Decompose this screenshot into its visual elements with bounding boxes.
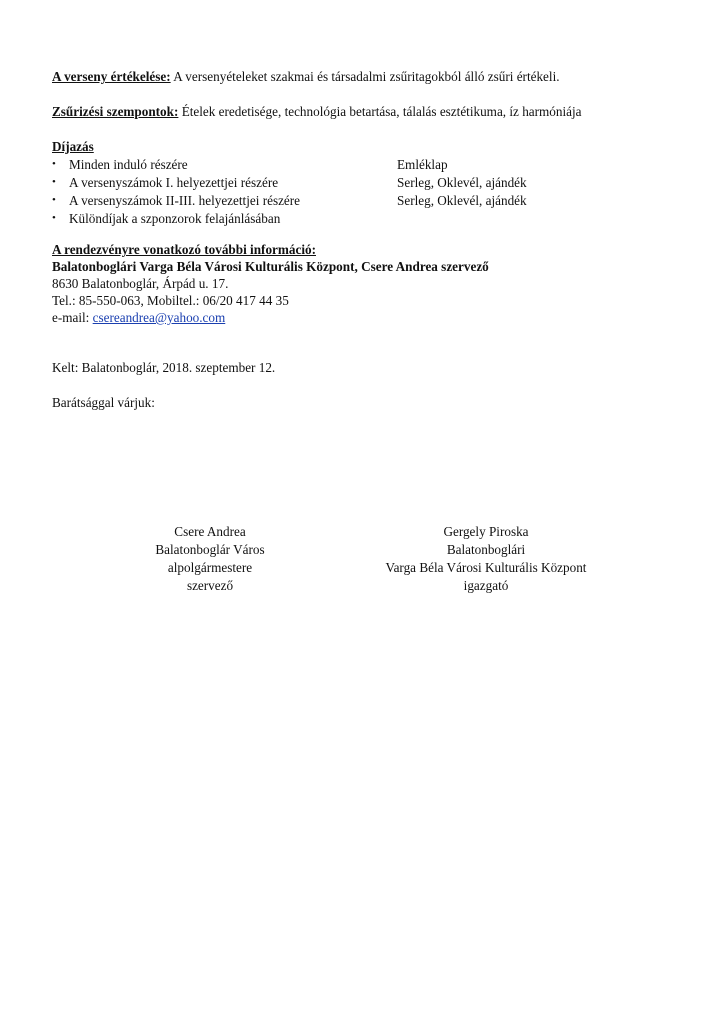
email-label: e-mail: [52, 310, 93, 325]
prize-label: A versenyszámok II-III. helyezettjei részére [69, 193, 301, 208]
criteria-paragraph [52, 103, 692, 120]
prize-value: Serleg, Oklevél, ajándék [397, 175, 527, 190]
prize-item [52, 192, 652, 210]
signature-left [110, 523, 310, 595]
prize-item [52, 174, 652, 192]
info-address: 8630 Balatonboglár, Árpád u. 17. [52, 276, 229, 291]
info-heading: A rendezvényre vonatkozó további információ: [52, 242, 316, 257]
signature-role: igazgató [463, 578, 509, 593]
greeting: Barátsággal várjuk: [52, 395, 155, 410]
info-email-line [52, 309, 692, 326]
prizes-heading: Díjazás [52, 139, 94, 154]
signature-right [356, 523, 616, 595]
prize-list [52, 156, 652, 228]
criteria-text: Ételek eredetisége, technológia betartása, tálalás esztétikuma, íz harmóniája [178, 104, 582, 119]
bullet-icon: • [52, 212, 56, 224]
signature-line: Balatonboglári [446, 542, 526, 557]
evaluation-text: A versenyételeket szakmai és társadalmi zsűritagokból álló zsűri értékeli. [170, 69, 560, 84]
evaluation-label: A verseny értékelése: [52, 69, 171, 84]
date-line: Kelt: Balatonboglár, 2018. szeptember 12. [52, 360, 276, 375]
signature-line: alpolgármestere [167, 560, 253, 575]
email-link[interactable]: csereandrea@yahoo.com [92, 310, 226, 325]
signature-role: szervező [186, 578, 234, 593]
prize-label: Minden induló részére [69, 157, 188, 172]
info-organizer: Balatonboglári Varga Béla Városi Kulturális Központ, Csere Andrea szervező [52, 259, 489, 274]
criteria-label: Zsűrizési szempontok: [52, 104, 179, 119]
prize-item [52, 156, 652, 174]
evaluation-paragraph [52, 68, 692, 85]
info-phone: Tel.: 85-550-063, Mobiltel.: 06/20 417 44 35 [52, 293, 289, 308]
signature-line: Varga Béla Városi Kulturális Központ [385, 560, 587, 575]
bullet-icon: • [52, 158, 56, 170]
signature-name: Csere Andrea [174, 524, 246, 539]
signature-name: Gergely Piroska [443, 524, 529, 539]
bullet-icon: • [52, 176, 56, 188]
prize-label: Különdíjak a szponzorok felajánlásában [69, 211, 281, 226]
prize-value: Emléklap [397, 157, 448, 172]
bullet-icon: • [52, 194, 56, 206]
prize-value: Serleg, Oklevél, ajándék [397, 193, 527, 208]
prize-item [52, 210, 652, 228]
prize-label: A versenyszámok I. helyezettjei részére [69, 175, 279, 190]
signature-line: Balatonboglár Város [155, 542, 265, 557]
